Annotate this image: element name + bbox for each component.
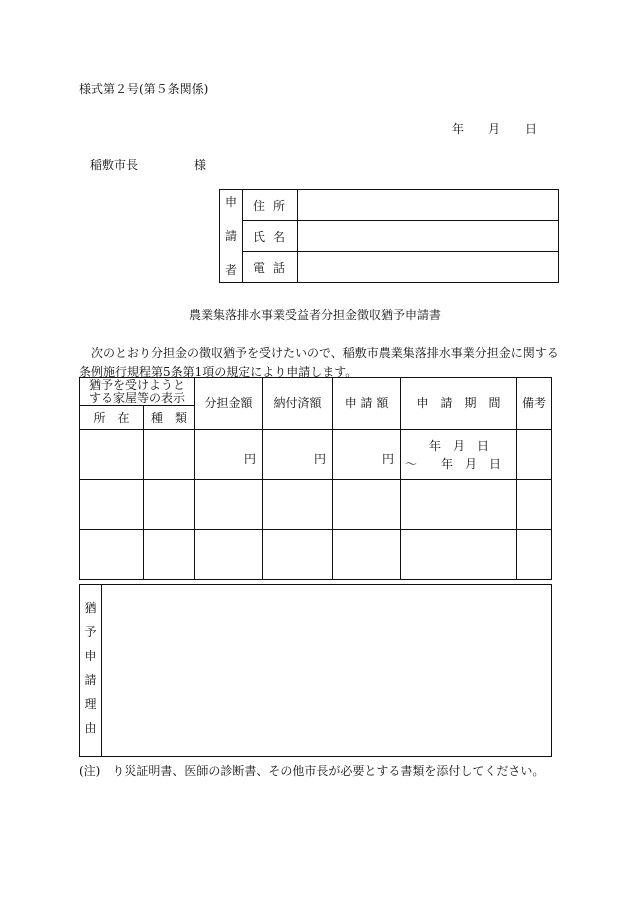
assessment-header: 分担金額 (195, 378, 263, 430)
type-cell[interactable] (144, 480, 195, 530)
remarks-cell[interactable] (517, 430, 552, 480)
request-period-cell[interactable] (401, 530, 517, 580)
type-header: 種 類 (144, 406, 195, 430)
date-month-label: 月 (488, 122, 501, 136)
paid-header: 納付済額 (263, 378, 333, 430)
paid-cell[interactable] (263, 480, 333, 530)
remarks-cell[interactable] (517, 480, 552, 530)
reason-label-char: 理 (84, 697, 97, 711)
reason-label-char: 予 (84, 625, 97, 639)
applicant-label-char: 請 (224, 228, 237, 243)
type-cell[interactable] (144, 530, 195, 580)
address-label: 住所 (243, 190, 298, 221)
addressee-honorific: 様 (194, 158, 207, 172)
reason-field[interactable] (102, 585, 552, 757)
location-header: 所 在 (80, 406, 144, 430)
request-period-cell[interactable] (401, 430, 517, 480)
date-year-label: 年 (452, 122, 465, 136)
location-cell[interactable] (80, 480, 144, 530)
paid-cell[interactable]: 円 (263, 430, 333, 480)
request-amount-cell[interactable]: 円 (333, 430, 401, 480)
phone-label: 電話 (243, 252, 298, 283)
table-row (80, 530, 552, 580)
request-amount-header: 申 請 額 (333, 378, 401, 430)
reason-label-char: 由 (84, 721, 97, 735)
addressee (90, 156, 206, 173)
assessment-cell[interactable] (195, 530, 263, 580)
request-period-cell[interactable] (401, 480, 517, 530)
note-text: (注) り災証明書、医師の診断書、その他市長が必要とする書類を添付してください。 (79, 764, 545, 778)
document-title: 農業集落排水事業受益者分担金徴収猶予申請書 (188, 308, 441, 322)
form-number-label: 様式第２号(第５条関係) (79, 82, 209, 96)
applicant-table (219, 189, 559, 283)
request-period-header: 申 請 期 間 (401, 378, 517, 430)
table-row (80, 480, 552, 530)
reason-table (79, 584, 552, 757)
paid-cell[interactable] (263, 530, 333, 580)
name-label: 氏名 (243, 221, 298, 252)
period-start: 年 月 日 (429, 438, 490, 453)
deferral-table (79, 377, 552, 580)
applicant-label-char: 申 (224, 194, 237, 209)
table-row (80, 430, 552, 480)
address-field[interactable] (298, 190, 559, 221)
property-header-line-1: 猶予を受けようと (89, 377, 186, 392)
period-end: ～ 年 月 日 (405, 456, 502, 471)
location-cell[interactable] (80, 430, 144, 480)
location-cell[interactable] (80, 530, 144, 580)
request-amount-cell[interactable] (333, 480, 401, 530)
remarks-cell[interactable] (517, 530, 552, 580)
type-cell[interactable] (144, 430, 195, 480)
assessment-cell[interactable] (195, 480, 263, 530)
reason-label-char: 請 (84, 673, 97, 687)
phone-field[interactable] (298, 252, 559, 283)
property-header-line-2: する家屋等の表示 (89, 390, 186, 405)
remarks-header: 備考 (517, 378, 552, 430)
request-amount-cell[interactable] (333, 530, 401, 580)
date-day-label: 日 (525, 122, 538, 136)
reason-label-char: 猶 (84, 601, 97, 615)
body-line-1: 次のとおり分担金の徴収猶予を受けたいので、稲敷市農業集落排水事業分担金に関する (91, 346, 559, 360)
assessment-cell[interactable]: 円 (195, 430, 263, 480)
applicant-label-char: 者 (224, 262, 237, 277)
reason-label-char: 申 (84, 649, 97, 663)
property-group-header (80, 378, 195, 406)
reason-label (80, 585, 102, 757)
name-field[interactable] (298, 221, 559, 252)
body-line-2: 条例施行規程第5条第1項の規定により申請します。 (79, 365, 358, 379)
addressee-name: 稲敷市長 (90, 158, 139, 172)
applicant-vertical-label (220, 190, 243, 283)
